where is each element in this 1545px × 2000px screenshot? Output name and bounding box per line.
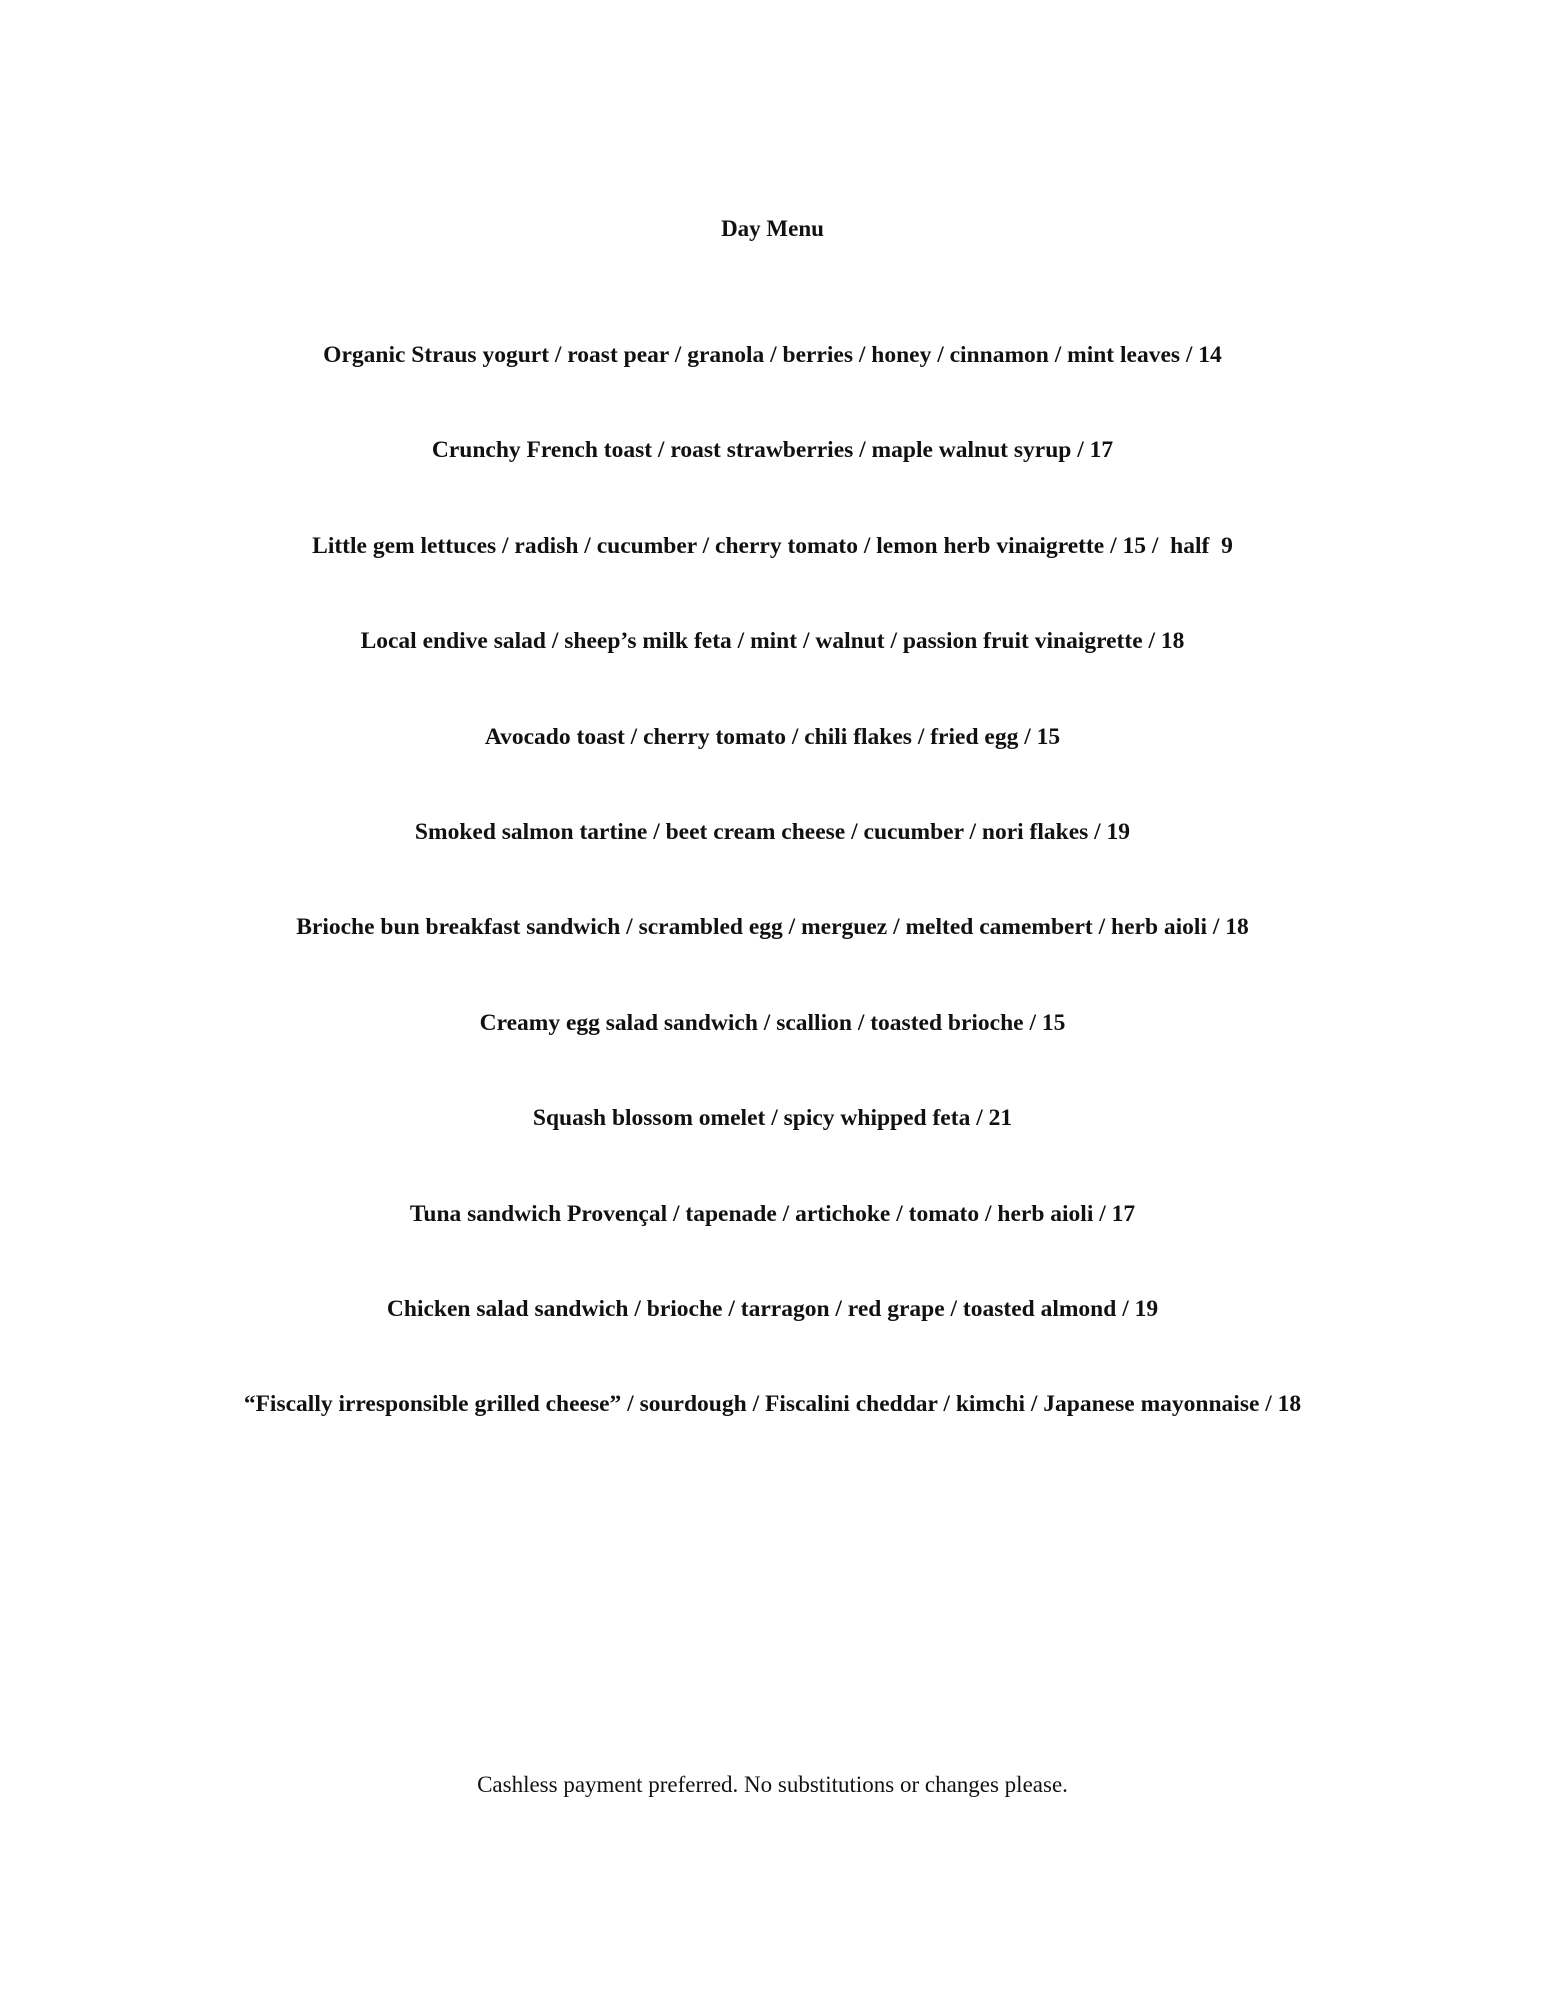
menu-item: Squash blossom omelet / spicy whipped feta / 21 [532, 1105, 1013, 1132]
menu-item: Organic Straus yogurt / roast pear / granola / berries / honey / cinnamon / mint leaves / 14 [323, 342, 1222, 368]
menu-item: Brioche bun breakfast sandwich / scrambled egg / merguez / melted camembert / herb aioli / 18 [296, 914, 1249, 941]
menu-item: Chicken salad sandwich / brioche / tarragon / red grape / toasted almond / 19 [386, 1295, 1159, 1322]
menu-item: Little gem lettuces / radish / cucumber / cherry tomato / lemon herb vinaigrette / 15 / half 9 [312, 532, 1233, 559]
menu-item: Creamy egg salad sandwich / scallion / toasted brioche / 15 [479, 1009, 1066, 1036]
menu-item: Local endive salad / sheep’s milk feta / mint / walnut / passion fruit vinaigrette / 18 [360, 628, 1185, 655]
footer-note: Cashless payment preferred. No substitutions or changes please. [477, 1772, 1068, 1797]
menu-item: Crunchy French toast / roast strawberries / maple walnut syrup / 17 [431, 437, 1114, 464]
menu-item: Tuna sandwich Provençal / tapenade / artichoke / tomato / herb aioli / 17 [409, 1200, 1136, 1227]
menu-item: Smoked salmon tartine / beet cream cheese / cucumber / nori flakes / 19 [414, 818, 1131, 845]
menu-item-list [0, 340, 1545, 1485]
menu-item: Avocado toast / cherry tomato / chili flakes / fried egg / 15 [484, 723, 1061, 750]
menu-title: Day Menu [721, 216, 824, 241]
menu-item: “Fiscally irresponsible grilled cheese” / sourdough / Fiscalini cheddar / kimchi / Japanese mayonnaise / 18 [243, 1391, 1302, 1418]
